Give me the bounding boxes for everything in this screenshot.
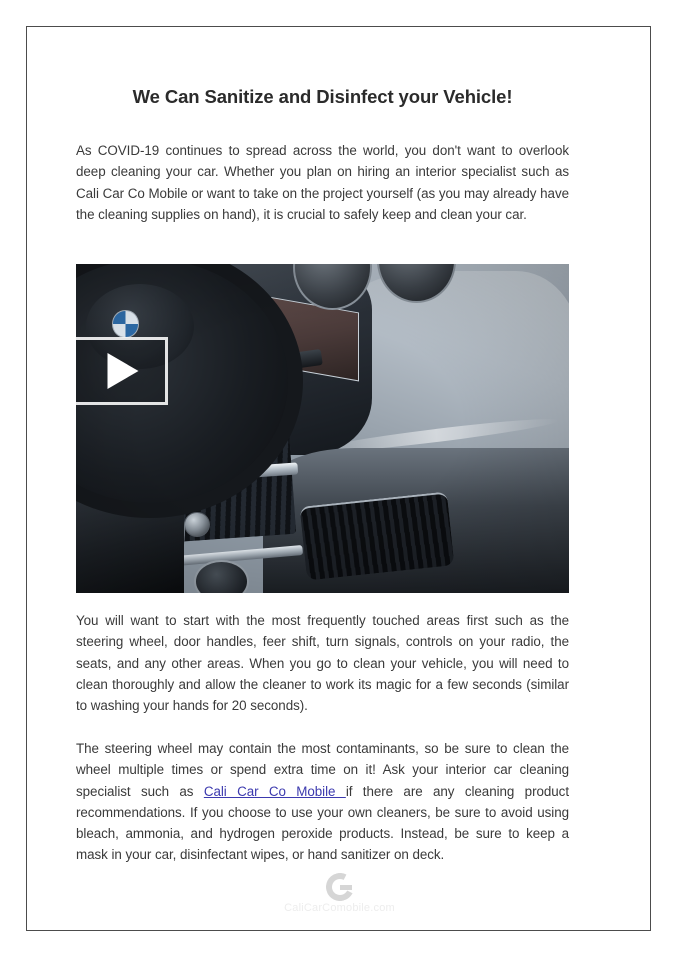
page-title: We Can Sanitize and Disinfect your Vehicle! [132,86,513,107]
company-logo-icon [326,873,354,901]
paragraph-steering-wheel [76,738,569,866]
play-icon [108,353,139,389]
paragraph-intro: As COVID-19 continues to spread across the world, you don't want to overlook deep cleaning your car. Whether you plan on hiring an interior specialist such as Cali Car Co Mobile or want to take on the project yourself (as you may already have the cleaning supplies on hand), it is crucial to safely keep and clean your car. [76,143,569,222]
watermark-label: CaliCarComobile.com [284,902,395,914]
document-page [26,26,651,931]
cali-car-co-mobile-link[interactable]: Cali Car Co Mobile [203,783,346,799]
paragraph-touch-points: You will want to start with the most frequently touched areas first such as the steering wheel, door handles, feer shift, turn signals, controls on your radio, the seats, and any other areas. When you go to clean your vehicle, you will need to clean thoroughly and allow the cleaner to work its magic for a few seconds (similar to washing your hands for 20 seconds). [76,613,569,714]
video-embed[interactable] [76,264,569,593]
paragraph-tail-text: if there are any cleaning product recommendations. If you choose to use your own cleaners, be sure to avoid using bleach, ammonia, and hydrogen peroxide products. Instead, be sure to keep a mask in your car, disinfectant wipes, or hand sanitizer on deck. [76,783,569,863]
photo-vignette [76,264,569,593]
play-button[interactable] [76,337,168,405]
paragraph-lead-text: The steering wheel may contain the most contaminants, so be sure to clean the wheel multiple times or spend extra time on it! Ask your interior car cleaning specialist such as [76,741,569,799]
footer-watermark [27,873,652,914]
car-interior-photo [76,264,569,593]
